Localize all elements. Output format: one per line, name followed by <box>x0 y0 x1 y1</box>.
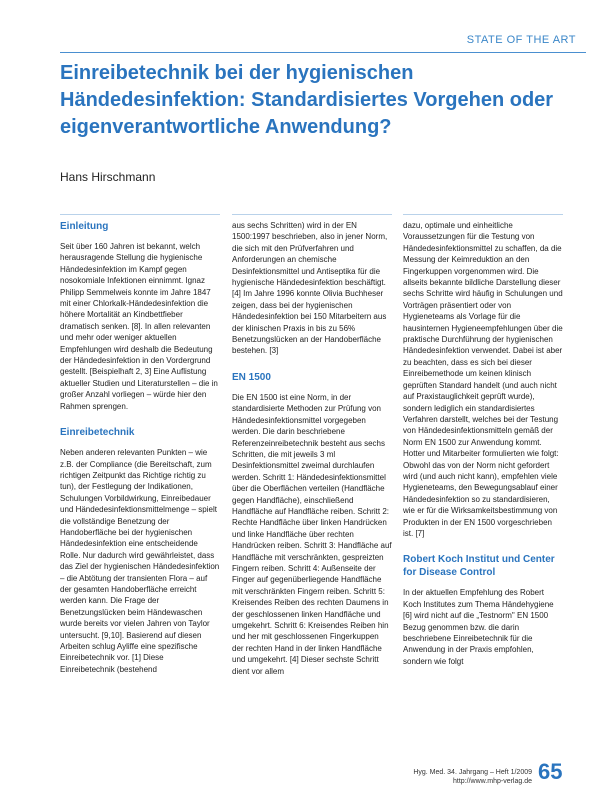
column-rule-2 <box>232 214 392 215</box>
header-rule <box>60 52 586 53</box>
column-rule-1 <box>60 214 220 215</box>
paragraph: Die EN 1500 ist eine Norm, in der standardisierte Methoden zur Prüfung von Händedesinfektionsmittel vorgegeben werden. Die darin beschriebene Referenzeinreibetechnik besteht aus sechs Schritten, die mit jeweils 3 ml Desinfektionsmittel zweimal durchlaufen werden. Schritt 1: Händedesinfektionsmittel über die Oberflächen verteilen (Handfläche gegen Handfläche), einschließend Handfläche auf Handfläche reiben. Schritt 2: Rechte Handfläche über linken Handrücken und linke Handfläche über rechten Handrücken reiben. Schritt 3: Handfläche auf Handfläche mit verschränkten, gespreizten Fingern reiben. Schritt 4: Außenseite der Finger auf gegenüberliegende Handfläche mit verschränkten Fingern reiben. Schritt 5: Kreisendes Reiben des rechten Daumens in der geschlossenen linken Handfläche und umgekehrt. Schritt 6: Kreisendes Reiben hin und her mit geschlossenen Fingerkuppen der rechten Hand in der linken Handfläche und umgekehrt. [4] Dieser sechste Schritt dient vor allem <box>232 392 392 676</box>
heading-rki-cdc: Robert Koch Institut und Center for Disease Control <box>403 554 555 579</box>
paragraph: aus sechs Schritten) wird in der EN 1500:1997 beschrieben, also in jener Norm, die sich mit den Prüfverfahren und Anforderungen an chemische Desinfektionsmittel und Antiseptika für die hygienische Händedesinfektion beschäftigt. [4] Im Jahre 1996 konnte Olivia Buchheser zeigen, dass bei der hygienischen Händedesinfektion bei 150 Mitarbeitern aus der klinischen Praxis in bis zu 56% Benetzungslücken an der Handoberfläche bestehen. [3] <box>232 221 388 356</box>
page-number: 65 <box>538 759 563 784</box>
paragraph: Neben anderen relevanten Punkten – wie z.B. der Compliance (die Bereitschaft, zum richtigen Zeitpunkt das Richtige richtig zu tun), der Festlegung der Indikationen, Schulungen Vorbildwirkung, Einreibedauer und Händedesinfektionsmittelmenge – spielt die vollständige Benetzung der Handoberfläche bei der hygienischen Händedesinfektion eine entscheidende Rolle. Nur dadurch wird gewährleistet, dass das Ziel der hygienischen Händedesinfektion – die Abtötung der transienten Flora – auf der gesamten Handoberfläche erreicht werden kann. Die Frage der Benetzungslücken beim Händewaschen wurde bereits vor vielen Jahren von Taylor untersucht. [9,10]. Basierend auf diesen Arbeiten schlug Ayliffe eine spezifische Einreibetechnik vor. [1] Diese Einreibetechnik (bestehend <box>60 448 220 674</box>
heading-einleitung: Einleitung <box>60 221 109 232</box>
journal-url: http://www.mhp-verlag.de <box>453 778 532 785</box>
text-column-1 <box>60 220 220 689</box>
text-column-3 <box>403 220 563 681</box>
column-rule-3 <box>403 214 563 215</box>
article-title: Einreibetechnik bei der hygienischen Händedesinfektion: Standardisiertes Vorgehen oder eigenverantwortliche Anwendung? <box>60 62 554 138</box>
paragraph: Seit über 160 Jahren ist bekannt, welch herausragende Stellung die hygienische Händedesinfektion im Kampf gegen nosokomiale Infektionen einnimmt. Ignaz Philipp Semmelweis konnte im Jahre 1847 mit einer Chlorkalk-Händedesinfektion die höhere Mortalität an Kindbettfieber dramatisch senken. [8]. In allen relevanten und mehr oder weniger aktuellen Empfehlungen wird deshalb die Bedeutung der Händedesinfektion in den Vordergrund gestellt. [Beispielhaft 2, 3] Eine Auflistung aktueller Studien und Literaturstellen – die in großer Anzahl vorliegen – würde hier den Rahmen sprengen. <box>60 242 218 411</box>
heading-einreibetechnik: Einreibetechnik <box>60 427 135 439</box>
footer-citation <box>362 768 532 786</box>
paragraph: dazu, optimale und einheitliche Voraussetzungen für die Testung von Händedesinfektionsmittel zu schaffen, da die Messung der Keimreduktion an den Fingerkuppen vorgenommen wird. Die allseits bekannte bildliche Darstellung dieser sechs Schritte wird häufig in Schulungen und Vorträgen präsentiert oder von Hygieneteams als Vorlage für die hausinternen Hygieneempfehlungen über die praktische Durchführung der hygienischen Händedesinfektion verwendet. Dabei ist aber zu beachten, dass es sich bei dieser Einreibemethode um keinen klinisch geprüften Standard handelt (und auch nicht auf Praxistauglichkeit geprüft wurde), sondern lediglich ein standardisiertes Verfahren darstellt, welches bei der Testung von Händedesinfektionsmitteln gemäß der Norm EN 1500 zur Anwendung kommt. Hotter und Mitarbeiter formulierten wie folgt: Obwohl das von der Norm nicht gefordert wird (und auch nicht kann), empfehlen viele Hygieneteams, den Bewegungsablauf einer Händedesinfektion so zu standardisieren, wie er für die Wirksamkeitsbestimmung von Produkten in der EN 1500 vorgeschrieben ist. [7] <box>403 221 563 538</box>
text-column-2 <box>232 220 392 691</box>
heading-en-1500: EN 1500 <box>232 371 271 383</box>
journal-citation: Hyg. Med. 34. Jahrgang – Heft 1/2009 <box>413 769 532 776</box>
paragraph: In der aktuellen Empfehlung des Robert Koch Institutes zum Thema Händehygiene [6] wird nicht auf die „Testnorm" EN 1500 Bezug genommen bzw. die darin beschriebene Einreibetechnik für die Anwendung in der Praxis empfohlen, sondern wie folgt <box>403 588 554 666</box>
author-name: Hans Hirschmann <box>60 170 156 184</box>
section-label: STATE OF THE ART <box>466 34 576 46</box>
